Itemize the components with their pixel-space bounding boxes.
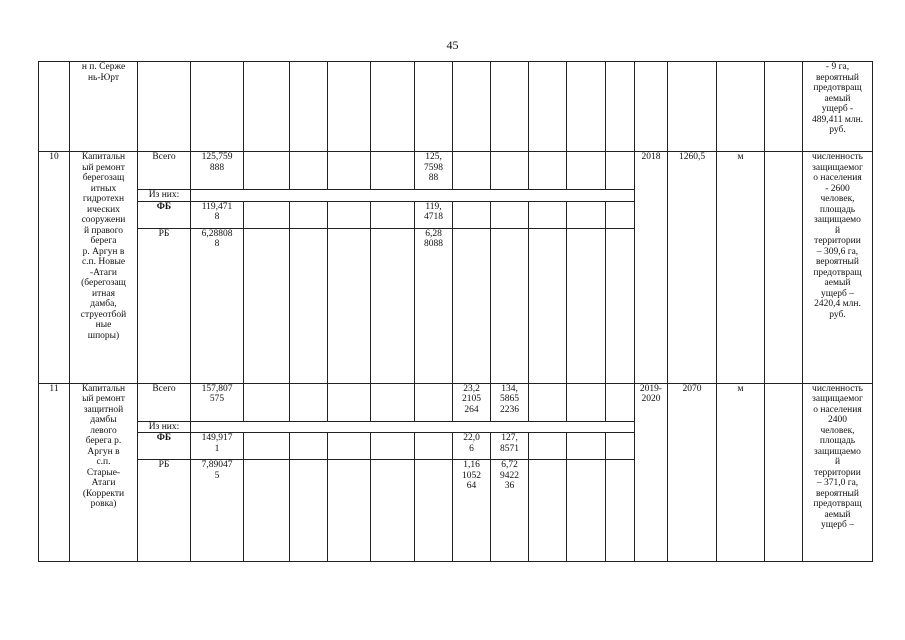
iz-nih-label: Из них: <box>138 190 191 202</box>
row-number: 10 <box>39 152 70 384</box>
unit: м <box>717 152 765 384</box>
unit: м <box>717 383 765 562</box>
object-name: Капитальн ый ремонт берегозащ итных гидротехн ических сооружени й правого берега р. Аргун в с.п. Новые -Атаги (берегозащ итная дамба, струеотбой ные шпоры) <box>70 152 138 384</box>
effect-text: - 9 га, вероятный предотвращ aемый ущерб - 489,411 млн. руб. <box>803 62 873 152</box>
year-value: 1,16 1052 64 <box>453 460 491 562</box>
total-value: 157,807 575 <box>191 383 244 421</box>
year-value: 125, 7598 88 <box>415 152 453 190</box>
year-value: 22,0 6 <box>453 433 491 460</box>
year-value: 6,72 9422 36 <box>491 460 529 562</box>
iz-nih-label: Из них: <box>138 421 191 433</box>
source-label: РБ <box>138 460 191 562</box>
year-value: 119, 4718 <box>415 201 453 228</box>
table-row <box>39 152 873 190</box>
capacity: 2070 <box>668 383 717 562</box>
source-label: ФБ <box>138 201 191 228</box>
year-value: 6,28 8088 <box>415 228 453 383</box>
total-value: 125,759 888 <box>191 152 244 190</box>
total-value: 6,28808 8 <box>191 228 244 383</box>
total-value: 7,89047 5 <box>191 460 244 562</box>
source-label: Всего <box>138 152 191 190</box>
object-name: н п. Серже нь-Юрт <box>70 62 138 152</box>
object-name: Капитальн ый ремонт защитной дамбы левого берега р. Аргун в с.п. Старые- Атаги (Корректи ровка) <box>70 383 138 562</box>
year-value: 127, 8571 <box>491 433 529 460</box>
year-value: 134, 5865 2236 <box>491 383 529 421</box>
effect-text: численность защищаемог о населения 2400 человек, площадь защищаемо й территории – 371,0 га, вероятный предотвращ аемый ущерб – <box>803 383 873 562</box>
source-label: ФБ <box>138 433 191 460</box>
period: 2019- 2020 <box>635 383 668 562</box>
source-label: Всего <box>138 383 191 421</box>
table-row <box>39 62 873 152</box>
total-value: 149,917 1 <box>191 433 244 460</box>
year-value: 23,2 2105 264 <box>453 383 491 421</box>
total-value: 119,471 8 <box>191 201 244 228</box>
capacity: 1260,5 <box>668 152 717 384</box>
page-number: 45 <box>446 38 459 52</box>
period: 2018 <box>635 152 668 384</box>
source-label: РБ <box>138 228 191 383</box>
effect-text: численность защищаемог о населения - 2600 человек, площадь защищаемо й территории – 309,6 га, вероятный предотвращ аемый ущерб – 2420,4 млн. руб. <box>803 152 873 384</box>
program-table <box>38 61 873 562</box>
row-number: 11 <box>39 383 70 562</box>
table-row <box>39 383 873 421</box>
